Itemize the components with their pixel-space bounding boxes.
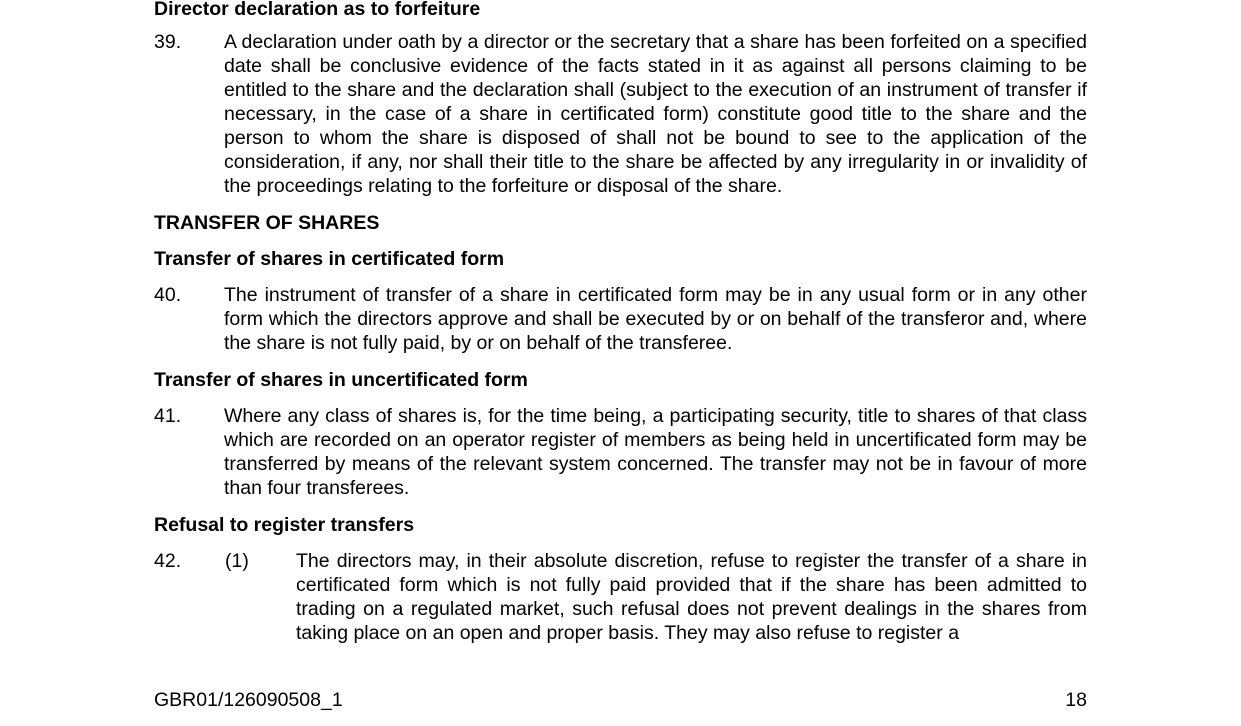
heading-transfer-of-shares: TRANSFER OF SHARES — [154, 212, 380, 234]
heading-transfer-certificated: Transfer of shares in certificated form — [154, 248, 505, 270]
document-reference: GBR01/126090508_1 — [154, 689, 343, 711]
paragraph-text: Where any class of shares is, for the time being, a participating security, title to shares of that class which are recorded on an operator register of members as being held in uncertificated form may be transferred by means of the relevant system concerned. The transfer may not be in favour of more than four transferees. — [224, 405, 1087, 499]
heading-director-declaration: Director declaration as to forfeiture — [154, 0, 481, 20]
paragraph-42 — [154, 549, 1087, 645]
paragraph-41 — [154, 404, 1087, 500]
heading-refusal-to-register: Refusal to register transfers — [154, 514, 415, 536]
paragraph-number: 40. — [154, 284, 182, 306]
heading-transfer-uncertificated: Transfer of shares in uncertificated form — [154, 369, 528, 391]
paragraph-39 — [154, 30, 1087, 198]
subparagraph-number: (1) — [225, 550, 249, 572]
paragraph-number: 39. — [154, 31, 182, 53]
paragraph-text: A declaration under oath by a director or the secretary that a share has been forfeited on a specified date shall be conclusive evidence of the facts stated in it as against all persons claiming to be entitled to the share and the declaration shall (subject to the execution of an instrument of transfer if necessary, in the case of a share in certificated form) constitute good title to the share and the person to whom the share is disposed of shall not be bound to see to the application of the consideration, if any, nor shall their title to the share be affected by any irregularity in or invalidity of the proceedings relating to the forfeiture or disposal of the share. — [224, 31, 1087, 197]
page-number: 18 — [1065, 689, 1087, 711]
paragraph-number: 42. — [154, 550, 182, 572]
paragraph-text: The instrument of transfer of a share in certificated form may be in any usual form or in any other form which the directors approve and shall be executed by or on behalf of the transferor and, where the share is not fully paid, by or on behalf of the transferee. — [224, 284, 1087, 354]
document-page — [154, 0, 1087, 645]
paragraph-40 — [154, 283, 1087, 355]
paragraph-number: 41. — [154, 405, 182, 427]
paragraph-text: The directors may, in their absolute discretion, refuse to register the transfer of a share in certificated form which is not fully paid provided that if the share has been admitted to trading on a regulated market, such refusal does not prevent dealings in the shares from taking place on an open and proper basis. They may also refuse to register a — [296, 550, 1087, 644]
page-footer — [154, 688, 1087, 712]
